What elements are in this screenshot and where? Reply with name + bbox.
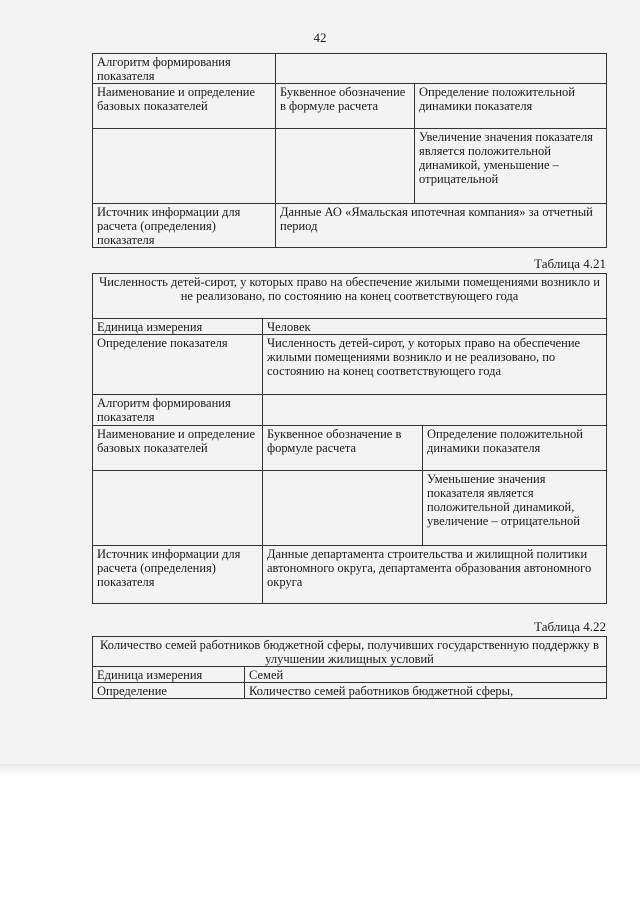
table-caption-4-22: Таблица 4.22 — [534, 619, 606, 634]
table-4-22 — [92, 636, 607, 699]
col3-header: Определение положительной динамики показателя — [423, 426, 607, 471]
unit-value: Семей — [245, 667, 607, 683]
source-label: Источник информации для расчета (определения) показателя — [93, 546, 263, 604]
col1-header: Наименование и определение базовых показателей — [93, 84, 276, 129]
base-indicator-cell — [93, 129, 276, 204]
definition-label: Определение показателя — [93, 335, 263, 395]
letter-symbol-cell — [276, 129, 415, 204]
table-title: Численность детей-сирот, у которых право на обеспечение жилыми помещениями возникло и не реализовано, по состоянию на конец соответствующего года — [93, 274, 607, 319]
source-value: Данные департамента строительства и жилищной политики автономного округа, департамента образования автономного округа — [263, 546, 607, 604]
page-number: 42 — [313, 30, 327, 45]
algorithm-value — [263, 395, 607, 426]
dynamics-value: Увеличение значения показателя является положительной динамикой, уменьшение – отрицательной — [415, 129, 607, 204]
letter-symbol-cell — [263, 471, 423, 546]
definition-value: Численность детей-сирот, у которых право на обеспечение жилыми помещениями возникло и не реализовано, по состоянию на конец соответствующего года — [263, 335, 607, 395]
source-label: Источник информации для расчета (определения) показателя — [93, 204, 276, 248]
table-title: Количество семей работников бюджетной сферы, получивших государственную поддержку в улучшении жилищных условий — [93, 637, 607, 667]
table-caption-4-21: Таблица 4.21 — [534, 256, 606, 271]
table-continued — [92, 53, 607, 248]
page-edge-shadow — [0, 764, 640, 776]
definition-label: Определение — [93, 683, 245, 699]
table-4-21 — [92, 273, 607, 604]
algorithm-label: Алгоритм формирования показателя — [93, 54, 276, 84]
base-indicator-cell — [93, 471, 263, 546]
unit-label: Единица измерения — [93, 319, 263, 335]
algorithm-value — [276, 54, 607, 84]
col2-header: Буквенное обозначение в формуле расчета — [263, 426, 423, 471]
source-value: Данные АО «Ямальская ипотечная компания» за отчетный период — [276, 204, 607, 248]
algorithm-label: Алгоритм формирования показателя — [93, 395, 263, 426]
col2-header: Буквенное обозначение в формуле расчета — [276, 84, 415, 129]
col3-header: Определение положительной динамики показателя — [415, 84, 607, 129]
definition-value: Количество семей работников бюджетной сферы, — [245, 683, 607, 699]
unit-value: Человек — [263, 319, 607, 335]
unit-label: Единица измерения — [93, 667, 245, 683]
dynamics-value: Уменьшение значения показателя является положительной динамикой, увеличение – отрицательной — [423, 471, 607, 546]
col1-header: Наименование и определение базовых показателей — [93, 426, 263, 471]
